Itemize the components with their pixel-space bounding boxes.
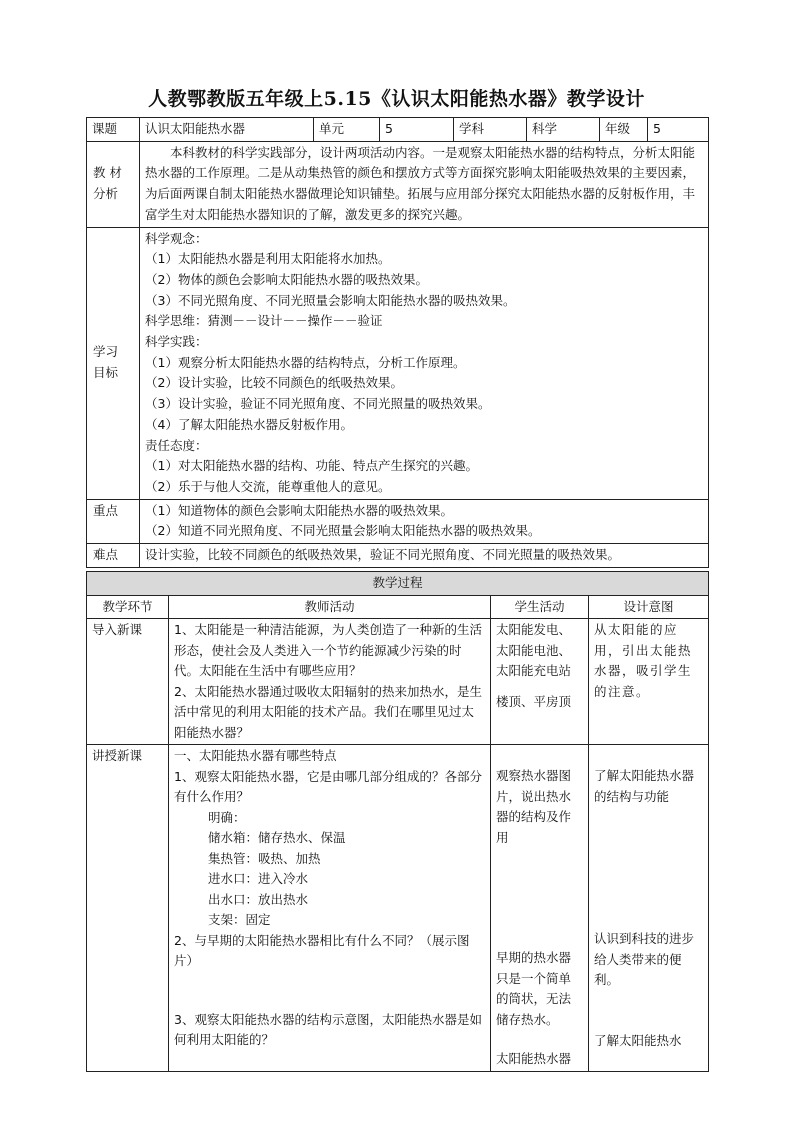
difficult-label: 难点 bbox=[87, 544, 140, 568]
process-banner-row bbox=[87, 572, 709, 596]
intro-student-line: 太阳能发电、太阳能电池、太阳能充电站 bbox=[496, 622, 572, 678]
process-header-row bbox=[87, 595, 709, 619]
question-1: 1、观察太阳能热水器，它是由哪几部分组成的？各部分有什么作用？ bbox=[174, 768, 482, 804]
lesson-student bbox=[491, 745, 589, 1072]
course-value: 认识太阳能热水器 bbox=[140, 118, 314, 142]
goal-line: （2）设计实验，比较不同颜色的纸吸热效果。 bbox=[145, 375, 403, 391]
goal-line: 科学实践： bbox=[145, 334, 208, 350]
goal-line: （1）对太阳能热水器的结构、功能、特点产生探究的兴趣。 bbox=[145, 458, 478, 474]
process-table bbox=[86, 571, 709, 1072]
analysis-row bbox=[87, 141, 709, 227]
section-heading: 一、太阳能热水器有哪些特点 bbox=[174, 748, 337, 763]
header-intent: 设计意图 bbox=[589, 595, 709, 619]
goal-line: （2）物体的颜色会影响太阳能热水器的吸热效果。 bbox=[145, 271, 428, 287]
info-table bbox=[86, 117, 709, 568]
analysis-text bbox=[140, 141, 709, 227]
q1-sub-line: 储水箱：储存热水、保温 bbox=[208, 830, 346, 845]
goal-line: （3）不同光照角度、不同光照量会影响太阳能热水器的吸热效果。 bbox=[145, 292, 516, 308]
q1-student: 观察热水器图片，说出热水器的结构及作用 bbox=[496, 768, 572, 845]
subject-label: 学科 bbox=[454, 118, 527, 142]
analysis-label bbox=[87, 141, 140, 227]
difficult-text: 设计实验，比较不同颜色的纸吸热效果，验证不同光照角度、不同光照量的吸热效果。 bbox=[140, 544, 709, 568]
key-text bbox=[140, 499, 709, 543]
q2-student: 早期的热水器只是一个简单的筒状，无法储存热水。 bbox=[496, 950, 572, 1027]
header-stage: 教学环节 bbox=[87, 595, 169, 619]
grade-value: 5 bbox=[648, 118, 709, 142]
header-student: 学生活动 bbox=[491, 595, 589, 619]
intro-teacher-line: 2、太阳能热水器通过吸收太阳辐射的热来加热水，是生活中常见的利用太阳能的技术产品。我们在哪里见过太阳能热水器？ bbox=[174, 683, 482, 740]
goal-line: （4）了解太阳能热水器反射板作用。 bbox=[145, 416, 353, 432]
process-banner: 教学过程 bbox=[87, 572, 709, 596]
key-row bbox=[87, 499, 709, 543]
key-line: （1）知道物体的颜色会影响太阳能热水器的吸热效果。 bbox=[145, 502, 453, 518]
q1-sub-line: 支架：固定 bbox=[208, 912, 271, 927]
analysis-label-line1: 教 材 bbox=[93, 165, 122, 181]
goal-line: 科学观念： bbox=[145, 230, 208, 246]
goal-line: （1）太阳能热水器是利用太阳能将水加热。 bbox=[145, 251, 391, 267]
lesson-teacher bbox=[169, 745, 491, 1072]
goals-label-line1: 学习 bbox=[93, 344, 119, 360]
document-title: 人教鄂教版五年级上5.15《认识太阳能热水器》教学设计 bbox=[148, 88, 645, 110]
q1-sub-line: 进水口：进入冷水 bbox=[208, 871, 309, 886]
q1-sub-line: 集热管：吸热、加热 bbox=[208, 850, 321, 866]
goals-label-line2: 目标 bbox=[93, 365, 119, 381]
goal-line: （1）观察分析太阳能热水器的结构特点，分析工作原理。 bbox=[145, 354, 466, 370]
lesson-stage: 讲授新课 bbox=[87, 745, 169, 1072]
question-2: 2、与早期的太阳能热水器相比有什么不同？（展示图片） bbox=[174, 932, 470, 968]
question-3: 3、观察太阳能热水器的结构示意图，太阳能热水器是如何利用太阳能的？ bbox=[174, 1011, 482, 1047]
q3-intent: 了解太阳能热水 bbox=[594, 1032, 682, 1048]
analysis-label-line2: 分析 bbox=[93, 186, 119, 202]
subject-value: 科学 bbox=[527, 118, 600, 142]
q1-sub-line: 出水口：放出热水 bbox=[208, 891, 309, 907]
intro-student-line: 楼顶、平房顶 bbox=[496, 693, 572, 709]
intro-stage: 导入新课 bbox=[87, 619, 169, 745]
lesson-intent bbox=[589, 745, 709, 1072]
goals-text bbox=[140, 227, 709, 499]
goals-label bbox=[87, 227, 140, 499]
key-label: 重点 bbox=[87, 499, 140, 543]
intro-row bbox=[87, 619, 709, 745]
goal-line: 科学思维：猜测－－设计－－操作－－验证 bbox=[145, 313, 383, 329]
lesson-row bbox=[87, 745, 709, 1072]
grade-label: 年级 bbox=[600, 118, 648, 142]
header-teacher: 教师活动 bbox=[169, 595, 491, 619]
goals-row bbox=[87, 227, 709, 499]
intro-teacher bbox=[169, 619, 491, 745]
key-line: （2）知道不同光照角度、不同光照量会影响太阳能热水器的吸热效果。 bbox=[145, 523, 541, 539]
q2-intent: 认识到科技的进步给人类带来的便利。 bbox=[594, 931, 695, 987]
analysis-paragraph: 本科教材的科学实践部分，设计两项活动内容。一是观察太阳能热水器的结构特点，分析太阳能热水器的工作原理。二是从动集热管的颜色和摆放方式等方面探究影响太阳能吸热效果的主要因素，为后面两课自制太阳能热水器做理论知识铺垫。拓展与应用部分探究太阳能热水器的反射板作用，丰富学生对太阳能热水器知识的了解，激发更多的探究兴趣。 bbox=[145, 144, 696, 222]
intro-intent: 从太阳能的应用，引出太能热水器，吸引学生的注意。 bbox=[589, 619, 709, 745]
course-label: 课题 bbox=[87, 118, 140, 142]
q1-intent: 了解太阳能热水器的结构与功能 bbox=[594, 768, 695, 804]
goal-line: （3）设计实验，验证不同光照角度、不同光照量的吸热效果。 bbox=[145, 396, 491, 412]
goal-line: 责任态度： bbox=[145, 437, 208, 453]
course-row bbox=[87, 118, 709, 142]
difficult-row bbox=[87, 544, 709, 568]
unit-value: 5 bbox=[380, 118, 454, 142]
q1-sub-line: 明确： bbox=[208, 809, 246, 825]
q3-student: 太阳能热水器 bbox=[496, 1051, 572, 1066]
unit-label: 单元 bbox=[314, 118, 380, 142]
intro-teacher-line: 1、太阳能是一种清洁能源，为人类创造了一种新的生活形态，使社会及人类进入一个节约能源减少污染的时代。太阳能在生活中有哪些应用？ bbox=[174, 622, 482, 678]
goal-line: （2）乐于与他人交流，能尊重他人的意见。 bbox=[145, 478, 391, 494]
intro-student bbox=[491, 619, 589, 745]
